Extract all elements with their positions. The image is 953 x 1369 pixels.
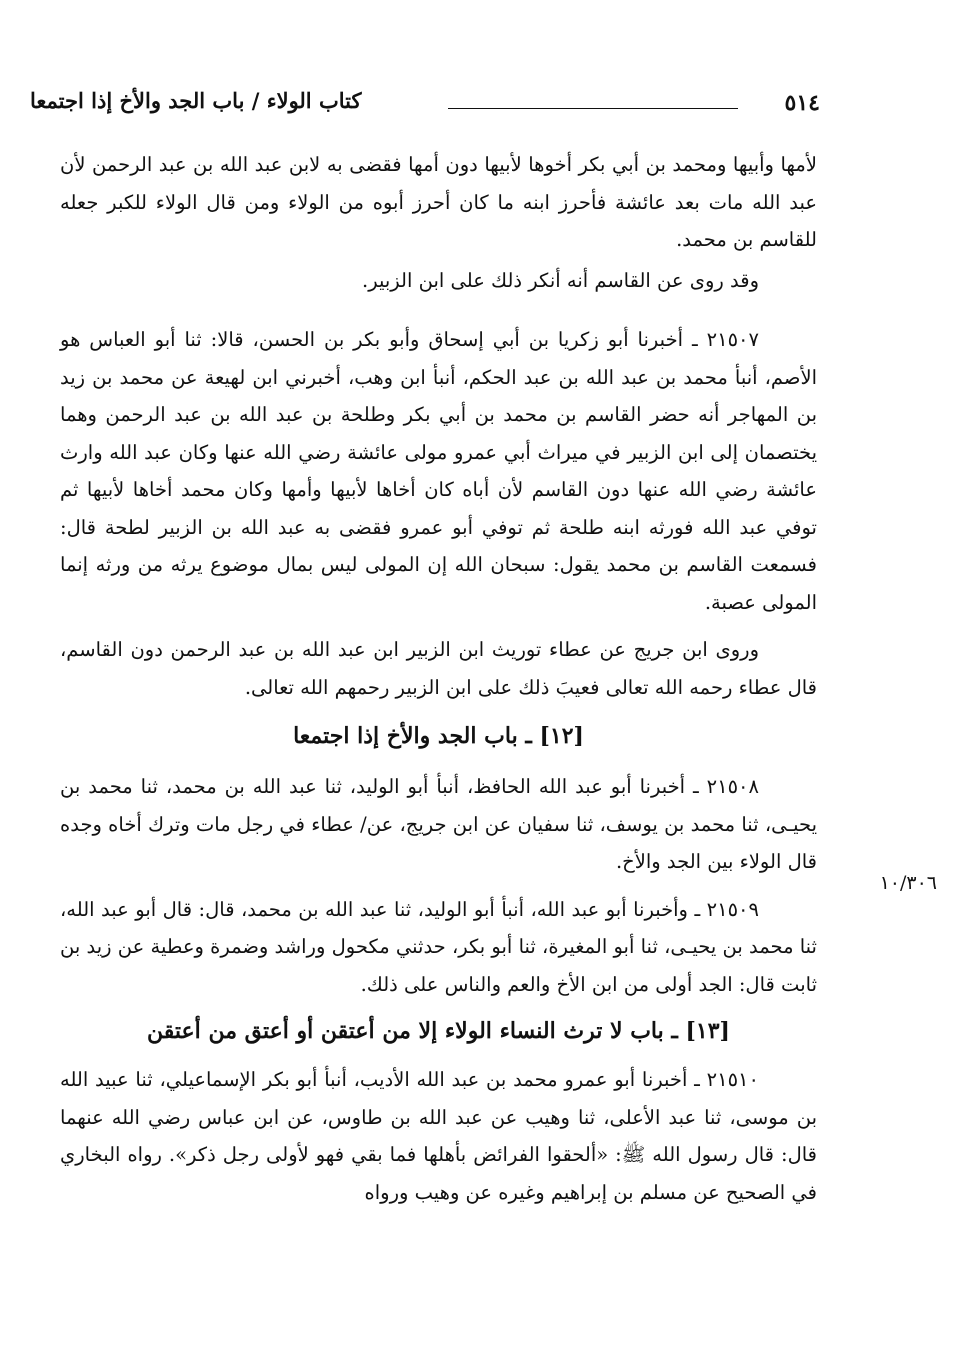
- paragraph-note: وقد روى عن القاسم أنه أنكر ذلك على ابن الزبير.: [362, 268, 759, 292]
- paragraph-hadith-21507: ٢١٥٠٧ ـ أخبرنا أبو زكريا بن أبي إسحاق وأبو بكر بن الحسن، قالا: ثنا أبو العباس هو الأصم، أنبأ محمد بن عبد الله بن عبد الحكم، أنبأ ابن وهب، أخبرني ابن لهيعة عن محمد بن زيد بن المهاجر أنه حضر القاسم بن محمد بن أبي بكر وطلحة بن عبد الله بن عبد الرحمن وهما يختصمان إلى ابن الزبير في ميراث أبي عمرو مولى عائشة رضي الله عنها وكان عبد الله وارث عائشة رضي الله عنها دون القاسم لأن أباه كان أخاها لأبيها وأمها وكان محمد أخاها لأبيها ثم توفي عبد الله فورثه ابنه طلحة ثم توفي أبو عمرو فقضى به عبد الله بن الزبير لطحة قال: فسمعت القاسم بن محمد يقول: سبحان الله إن المولى ليس بمال موضوع يرثه من ورثه إنما المولى عصبة.: [60, 328, 817, 614]
- main-text: [60, 146, 817, 1211]
- paragraph-note-ibn-jurayj: وروى ابن جريج عن عطاء توريث ابن الزبير ابن عبد الله بن عبد الرحمن دون القاسم، قال عطاء رحمه الله تعالى فعيبَ ذلك على ابن الزبير رحمهم الله تعالى.: [60, 638, 817, 699]
- paragraph-hadith-21510: ٢١٥١٠ ـ أخبرنا أبو عمرو محمد بن عبد الله الأديب، أنبأ أبو بكر الإسماعيلي، ثنا عبيد الله بن موسى، ثنا عبد الأعلى، ثنا وهيب عن عبد الله بن طاوس، عن ابن عباس رضي الله عنهما قال: قال رسول الله ﷺ: «ألحقوا الفرائض بأهلها فما بقي فهو لأولى رجل ذكر». رواه البخاري في الصحيح عن مسلم بن إبراهيم وغيره عن وهيب ورواه: [60, 1068, 817, 1204]
- paragraph-hadith-21509: ٢١٥٠٩ ـ وأخبرنا أبو عبد الله، أنبأ أبو الوليد، ثنا عبد الله بن محمد، قال: قال أبو عبد الله، ثنا محمد بن يحيـى، ثنا أبو المغيرة، ثنا أبو بكر، حدثني مكحول وراشد وضمرة وعطية عن زيد بن ثابت قال: الجد أولى من ابن الأخ والعم والناس على ذلك.: [60, 897, 817, 996]
- margin-reference: ١٠/٣٠٦: [879, 872, 937, 894]
- running-title: كتاب الولاء / باب الجد والأخ إذا اجتمعا: [30, 88, 362, 113]
- paragraph-hadith-21508: ٢١٥٠٨ ـ أخبرنا أبو عبد الله الحافظ، أنبأ أبو الوليد، ثنا عبد الله بن محمد، ثنا محمد بن يحيـى، ثنا محمد بن يوسف، ثنا سفيان عن ابن جريج، عن/ عطاء في رجل مات وترك أخاه وجده قال الولاء بين الجد والأخ.: [60, 775, 817, 873]
- page-number: ٥١٤: [784, 90, 820, 116]
- paragraph-continuation: لأمها وأبيها ومحمد بن أبي بكر أخوها لأبيها دون أمها فقضى به لابن عبد الله بن عبد الرحمن لأن عبد الله مات بعد عائشة فأحرز ابنه ما كان أحرز أبوه من الولاء ومن قال الولاء للكبر جعله للقاسم بن محمد.: [60, 153, 817, 251]
- running-header: [30, 86, 820, 126]
- chapter-heading-12: [١٢] ـ باب الجد والأخ إذا اجتمعا: [293, 723, 584, 749]
- header-rule: [448, 108, 738, 109]
- chapter-heading-13: [١٣] ـ باب لا ترث النساء الولاء إلا من أعتقن أو أعتق من أعتقن: [147, 1018, 730, 1044]
